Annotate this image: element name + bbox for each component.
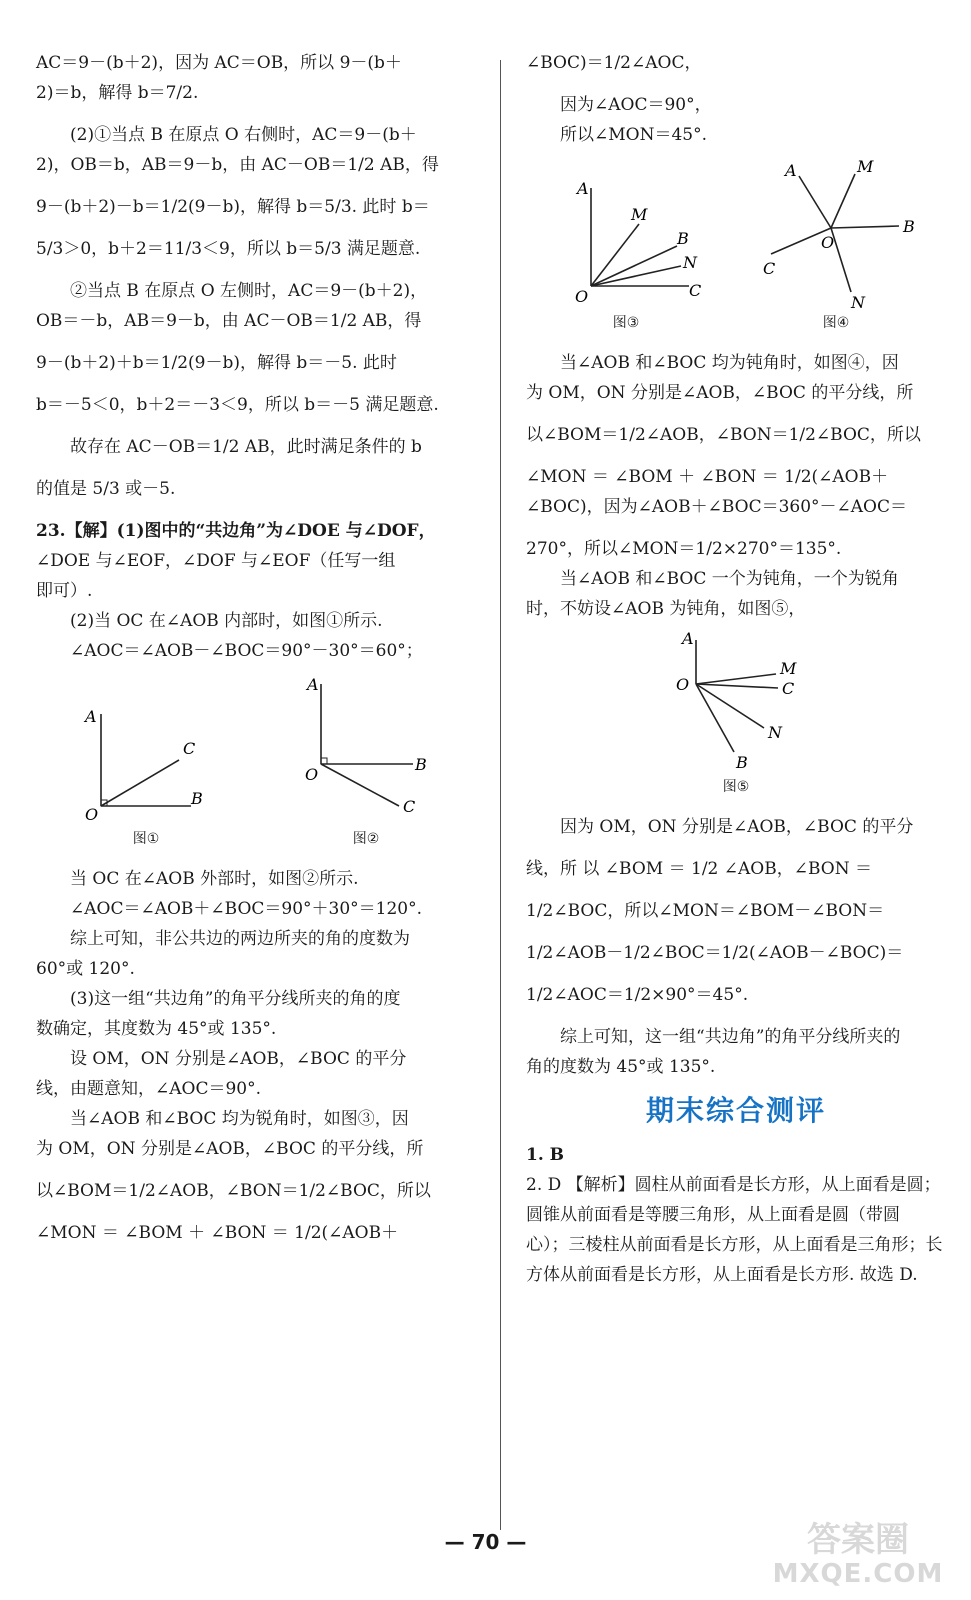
text-line: ∠MON ＝ ∠BOM ＋ ∠BON ＝ 1/2(∠AOB＋	[36, 1223, 399, 1243]
ray-OC	[321, 764, 399, 806]
label-C: C	[782, 679, 795, 698]
text-line: ∠AOC＝∠AOB＋∠BOC＝90°＋30°＝120°.	[70, 899, 423, 919]
text-line: ∠BOC)，因为∠AOB＋∠BOC＝360°－∠AOC＝	[526, 497, 907, 517]
ray-OA	[799, 176, 831, 228]
figure-1-diagram	[71, 674, 221, 824]
text-line: 为 OM，ON 分别是∠AOB，∠BOC 的平分线，所	[526, 383, 914, 403]
ray-OC	[101, 760, 179, 806]
text-line: 1/2∠BOC，所以∠MON＝∠BOM－∠BON＝	[526, 901, 885, 921]
figure-1	[71, 674, 221, 854]
figure-4-caption: 图④	[822, 315, 850, 331]
text-line: 2)＝b，解得 b＝7/2.	[36, 83, 199, 103]
label-B: B	[736, 753, 748, 772]
ray-OM	[831, 174, 855, 228]
label-A: A	[785, 161, 797, 180]
label-A: A	[85, 707, 97, 726]
text-line: 综上可知，这一组“共边角”的角平分线所夹的	[560, 1027, 901, 1047]
text-line: 综上可知，非公共边的两边所夹的角的度数为	[70, 929, 410, 949]
label-B: B	[903, 217, 915, 236]
ray-OM	[696, 674, 776, 684]
text-line: (2)①当点 B 在原点 O 右侧时，AC＝9－(b＋	[70, 125, 417, 145]
text-line: 的值是 5/3 或－5.	[36, 479, 176, 499]
label-O: O	[821, 233, 835, 252]
text-line: 圆锥从前面看是等腰三角形，从上面看是圆（带圆	[526, 1205, 900, 1225]
text-line: 1/2∠AOC＝1/2×90°＝45°.	[526, 985, 749, 1005]
text-line: 当 OC 在∠AOB 外部时，如图②所示.	[70, 869, 359, 889]
figure-1-caption: 图①	[132, 831, 160, 847]
figure-2	[291, 674, 441, 854]
label-N: N	[683, 253, 697, 272]
text-line: 即可）.	[36, 581, 93, 601]
label-N: N	[768, 723, 782, 742]
figure-3-diagram	[551, 158, 701, 308]
text-line: (3)这一组“共边角”的角平分线所夹的角的度	[70, 989, 401, 1009]
figure-5-caption: 图⑤	[722, 779, 750, 795]
label-B: B	[191, 789, 203, 808]
text-line: ∠MON ＝ ∠BOM ＋ ∠BON ＝ 1/2(∠AOB＋	[526, 467, 889, 487]
text-line: 当∠AOB 和∠BOC 一个为钝角，一个为锐角	[560, 569, 899, 589]
text-line: 以∠BOM＝1/2∠AOB，∠BON＝1/2∠BOC，所以	[36, 1181, 431, 1201]
question-23-heading: 23.【解】(1)图中的“共边角”为∠DOE 与∠DOF，	[36, 521, 436, 541]
text-line: ∠AOC＝∠AOB－∠BOC＝90°－30°＝60°；	[70, 641, 423, 661]
text-line: ∠BOC)＝1/2∠AOC，	[526, 53, 702, 73]
label-C: C	[689, 281, 701, 300]
left-column	[36, 48, 476, 1248]
label-A: A	[682, 632, 694, 648]
watermark-logo	[763, 1520, 953, 1590]
text-line: ∠DOE 与∠EOF，∠DOF 与∠EOF（任写一组	[36, 551, 396, 571]
figure-3-caption: 图③	[612, 315, 640, 331]
figures-3-4	[526, 158, 946, 338]
right-angle-mark	[321, 758, 327, 764]
text-line: 设 OM，ON 分别是∠AOB，∠BOC 的平分	[70, 1049, 407, 1069]
label-B: B	[677, 229, 689, 248]
figure-5-diagram	[656, 632, 816, 772]
label-A: A	[577, 179, 589, 198]
figure-4	[751, 158, 921, 338]
figure-2-diagram	[291, 674, 441, 824]
ray-OB	[591, 246, 677, 286]
text-line: 方体从前面看是长方形，从上面看是长方形. 故选 D.	[526, 1265, 918, 1285]
text-line: 60°或 120°.	[36, 959, 135, 979]
label-C: C	[763, 259, 776, 278]
figure-5	[656, 632, 816, 802]
figures-1-2	[36, 674, 476, 854]
text-line: AC＝9－(b＋2)，因为 AC＝OB，所以 9－(b＋	[36, 53, 402, 73]
text-line: 5/3＞0，b＋2＝11/3＜9，所以 b＝5/3 满足题意.	[36, 239, 421, 259]
text-line: 时，不妨设∠AOB 为钝角，如图⑤，	[526, 599, 806, 619]
ray-OB	[696, 684, 734, 752]
watermark-top: 答案圈	[807, 1520, 909, 1560]
label-O: O	[85, 805, 99, 824]
ray-ON	[696, 684, 764, 728]
figure-5-wrap	[526, 632, 946, 802]
label-O: O	[676, 675, 690, 694]
text-line: 线，由题意知，∠AOC＝90°.	[36, 1079, 262, 1099]
text-line: 线，所 以 ∠BOM ＝ 1/2 ∠AOB，∠BON ＝	[526, 859, 872, 879]
text-line: 当∠AOB 和∠BOC 均为钝角时，如图④，因	[560, 353, 899, 373]
right-column	[526, 48, 946, 1290]
label-B: B	[415, 755, 427, 774]
watermark-bottom: MXQE.COM	[772, 1559, 944, 1589]
text-line: 故存在 AC－OB＝1/2 AB，此时满足条件的 b	[70, 437, 422, 457]
text-line: OB＝－b，AB＝9－b，由 AC－OB＝1/2 AB，得	[36, 311, 422, 331]
figure-3	[551, 158, 701, 338]
text-line: ②当点 B 在原点 O 左侧时，AC＝9－(b＋2)，	[70, 281, 428, 301]
text-line: 因为 OM，ON 分别是∠AOB，∠BOC 的平分	[560, 817, 914, 837]
ray-OC	[696, 684, 778, 688]
page-number: — 70 —	[444, 1530, 527, 1554]
label-O: O	[575, 287, 589, 306]
label-M: M	[857, 158, 874, 176]
text-line: 270°，所以∠MON＝1/2×270°＝135°.	[526, 539, 842, 559]
answer-2: 2. D 【解析】圆柱从前面看是长方形，从上面看是圆；	[526, 1175, 941, 1195]
text-line: 9－(b＋2)－b＝1/2(9－b)，解得 b＝5/3. 此时 b＝	[36, 197, 430, 217]
text-line: 9－(b＋2)＋b＝1/2(9－b)，解得 b＝－5. 此时	[36, 353, 397, 373]
label-M: M	[780, 659, 797, 678]
label-C: C	[183, 739, 196, 758]
text-line: (2)当 OC 在∠AOB 内部时，如图①所示.	[70, 611, 383, 631]
figure-2-caption: 图②	[352, 831, 380, 847]
section-title: 期末综合测评	[645, 1094, 826, 1127]
answer-1: 1. B	[526, 1145, 565, 1165]
text-line: 所以∠MON＝45°.	[560, 125, 707, 145]
text-line: 1/2∠AOB－1/2∠BOC＝1/2(∠AOB－∠BOC)＝	[526, 943, 904, 963]
text-line: 角的度数为 45°或 135°.	[526, 1057, 716, 1077]
text-line: 当∠AOB 和∠BOC 均为锐角时，如图③，因	[70, 1109, 409, 1129]
label-C: C	[403, 797, 416, 816]
figure-4-diagram	[751, 158, 921, 308]
ray-OB	[831, 226, 899, 228]
label-O: O	[305, 765, 319, 784]
label-M: M	[631, 205, 648, 224]
text-line: 数确定，其度数为 45°或 135°.	[36, 1019, 277, 1039]
label-N: N	[851, 293, 865, 308]
text-line: 2)，OB＝b，AB＝9－b，由 AC－OB＝1/2 AB，得	[36, 155, 439, 175]
text-line: 为 OM，ON 分别是∠AOB，∠BOC 的平分线，所	[36, 1139, 424, 1159]
text-line: 因为∠AOC＝90°，	[560, 95, 712, 115]
text-line: b＝－5＜0，b＋2＝－3＜9，所以 b＝－5 满足题意.	[36, 395, 439, 415]
label-A: A	[307, 675, 319, 694]
text-line: 以∠BOM＝1/2∠AOB，∠BON＝1/2∠BOC，所以	[526, 425, 921, 445]
column-divider	[500, 60, 501, 1530]
text-line: 心）；三棱柱从前面看是长方形，从上面看是三角形；长	[526, 1235, 943, 1255]
